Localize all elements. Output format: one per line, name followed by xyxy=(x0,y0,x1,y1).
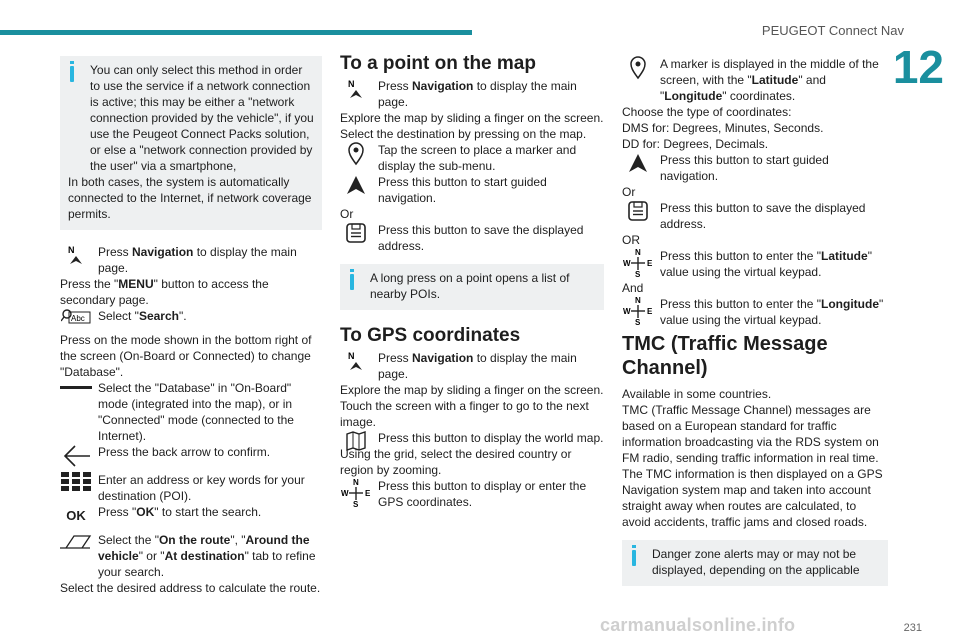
info-icon xyxy=(70,66,74,82)
svg-text:E: E xyxy=(365,489,371,498)
step-world-map: Press this button to display the world map. xyxy=(340,430,604,446)
svg-text:W: W xyxy=(623,259,631,268)
svg-text:E: E xyxy=(647,307,653,316)
text-or: Or xyxy=(340,207,354,221)
info-icon xyxy=(350,274,354,290)
step-latitude: N S W E Press this button to enter the "Latitude" value using the virtual keypad. xyxy=(623,248,872,279)
step-ok: OK Press "OK" to start the search. xyxy=(60,504,322,528)
info-note-2: A long press on a point opens a list of nearby POIs. xyxy=(340,264,604,310)
abc-label: Abc xyxy=(71,314,85,323)
save-icon xyxy=(340,222,372,252)
chapter-number: 12 xyxy=(892,41,944,93)
svg-text:S: S xyxy=(635,318,641,326)
svg-text:N: N xyxy=(635,248,641,257)
svg-text:N: N xyxy=(635,296,641,305)
step-marker-coords: A marker is displayed in the middle of the screen, with the "Latitude" and "Longitude" coordinates. xyxy=(622,56,888,104)
compass-icon xyxy=(622,248,654,278)
map-pin-icon xyxy=(340,142,372,172)
svg-text:E: E xyxy=(647,259,653,268)
svg-text:W: W xyxy=(623,307,631,316)
svg-text:S: S xyxy=(353,500,359,508)
step-nav-b: N Press Navigation to display the main page. xyxy=(340,350,604,382)
text-tmc: TMC (Traffic Message Channel) messages are based on a European standard for traffic information broadcasting via the RDS system on FM radio, sending traffic information in real time. The TMC information is then displayed on a GPS Navigation system map and taken into account straight away when routes are calculated, to avoid accidents, traffic jams and closed roads. xyxy=(622,403,883,529)
step-gps: N S W E Press this button to display or enter the GPS coordinates. xyxy=(341,478,587,509)
heading-tmc: TMC (Traffic Message Channel) xyxy=(622,333,828,379)
step-save-2: Press this button to save the displayed address. xyxy=(622,200,888,232)
svg-text:N: N xyxy=(348,351,355,361)
note-text: You can only select this method in order to use the service if a network connection is active; this may be either a "network connection provided by the vehicle", if you use the Peugeot Connect Packs solution, or else a "network connection provided by the user" via a smartphone, xyxy=(90,63,314,173)
info-note-3: Danger zone alerts may or may not be displayed, depending on the applicable xyxy=(622,540,888,586)
header-accent-bar xyxy=(0,30,472,35)
column-1 xyxy=(60,56,322,596)
step-tab: Select the "On the route", "Around the vehicle" or "At destination" tab to refine your search. xyxy=(60,532,322,580)
note-text-2: In both cases, the system is automatically connected to the Internet, if network coverage permits. xyxy=(68,175,312,221)
text-touch: Touch the screen with a finger to go to the next image. xyxy=(340,399,589,429)
svg-text:S: S xyxy=(635,270,641,278)
text-dd: DD for: Degrees, Decimals. xyxy=(622,137,769,151)
database-bar-icon xyxy=(60,380,92,410)
text-or-caps: OR xyxy=(622,233,640,247)
text-select-dest: Select the destination by pressing on the map. xyxy=(340,127,587,141)
ok-button-icon: OK xyxy=(66,508,86,523)
compass-icon xyxy=(340,478,372,508)
north-arrow-icon xyxy=(60,244,92,274)
text-choose-type: Choose the type of coordinates: xyxy=(622,105,792,119)
step-database: Select the "Database" in "On-Board" mode (integrated into the map), or in "Connected" mode (connected to the Internet). xyxy=(60,380,322,444)
world-map-icon xyxy=(340,430,372,460)
info-note xyxy=(60,56,322,230)
text-dms: DMS for: Degrees, Minutes, Seconds. xyxy=(622,121,824,135)
step-guided: Press this button to start guided navigation. xyxy=(340,174,604,206)
text-available: Available in some countries. xyxy=(622,387,772,401)
step-search: Abc Select "Search". xyxy=(60,308,322,332)
map-pin-icon xyxy=(622,56,654,86)
heading-gps: To GPS coordinates xyxy=(340,325,521,346)
text-mode: Press on the mode shown in the bottom right of the screen (On-Board or Connected) to change "Database". xyxy=(60,333,312,379)
step-longitude: N S W E Press this button to enter the "Longitude" value using the virtual keypad. xyxy=(623,296,884,327)
text-select-address: Select the desired address to calculate the route. xyxy=(60,581,321,595)
navigation-arrow-icon xyxy=(340,174,372,204)
column-2 xyxy=(340,53,604,510)
navigation-arrow-icon xyxy=(622,152,654,182)
compass-icon xyxy=(622,296,654,326)
text-explore-2: Explore the map by sliding a finger on the screen. xyxy=(340,383,604,397)
step-keywords: Enter an address or key words for your destination (POI). xyxy=(60,472,322,504)
back-arrow-icon xyxy=(60,444,92,474)
text-explore: Explore the map by sliding a finger on the screen. xyxy=(340,111,604,125)
text-or-2: Or xyxy=(622,185,636,199)
step-nav-a: N Press Navigation to display the main page. xyxy=(340,78,604,110)
svg-text:N: N xyxy=(353,478,359,487)
header-title: PEUGEOT Connect Nav xyxy=(761,23,904,38)
eraser-tab-icon xyxy=(60,532,92,562)
text-and: And xyxy=(622,281,644,295)
north-arrow-icon xyxy=(340,350,372,380)
column-3 xyxy=(622,56,888,600)
step-navigation: N Press Navigation to display the main page. xyxy=(60,244,322,276)
save-icon xyxy=(622,200,654,230)
page-number: 231 xyxy=(903,622,922,634)
watermark: carmanualsonline.info xyxy=(600,615,796,635)
search-abc-icon xyxy=(60,308,92,338)
text-grid: Using the grid, select the desired country or region by zooming. xyxy=(340,447,572,477)
step-save: Press this button to save the displayed address. xyxy=(340,222,604,254)
step-back: Press the back arrow to confirm. xyxy=(60,444,322,472)
text-menu: Press the "MENU" button to access the secondary page. xyxy=(60,277,269,307)
step-guided-2: Press this button to start guided navigation. xyxy=(622,152,888,184)
keypad-grid-icon xyxy=(60,472,92,502)
svg-text:N: N xyxy=(348,79,355,89)
heading-map-point: To a point on the map xyxy=(340,53,536,74)
info-icon xyxy=(632,550,636,566)
north-arrow-icon xyxy=(340,78,372,108)
svg-text:W: W xyxy=(341,489,349,498)
step-marker: Tap the screen to place a marker and display the sub-menu. xyxy=(340,142,604,174)
svg-text:N: N xyxy=(68,245,75,255)
